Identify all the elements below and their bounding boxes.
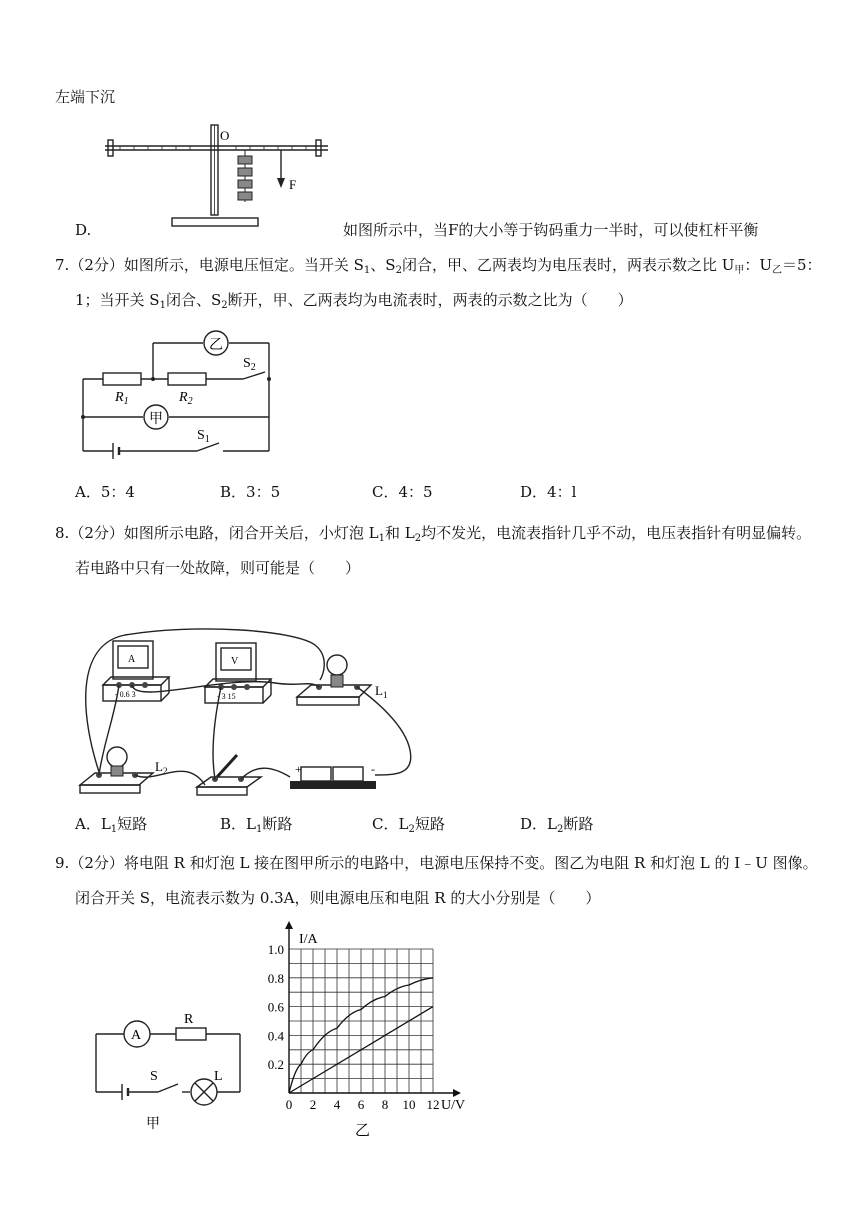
q9-circuit-figure: [90, 1010, 260, 1135]
q8-circuit-figure: [75, 625, 425, 800]
x-tick-label: 10: [402, 1097, 416, 1112]
circuit-caption: 甲: [146, 1117, 160, 1132]
ammeter-scale: - 0.6 3: [115, 690, 136, 699]
q8-option-b[interactable]: B．$L_1$断路: [220, 815, 293, 835]
q7-option-b[interactable]: B．3：5: [220, 483, 281, 501]
q8-stem-line1: 8.（2分）如图所示电路，闭合开关后，小灯泡 $L_1$和 $L_2$均不发光，电流表指针几乎不动，电压表指针有明显偏转。: [55, 524, 812, 544]
hanging-weights: [238, 150, 252, 202]
y-axis-arrow: [285, 921, 293, 929]
x-axis-arrow: [453, 1089, 461, 1097]
graph-caption: 乙: [355, 1123, 371, 1139]
q8-stem-line2: 若电路中只有一处故障，则可能是（ ）: [75, 559, 361, 577]
q8-option-c[interactable]: C．$L_2$短路: [372, 815, 445, 835]
q7-circuit-figure: [75, 325, 275, 465]
y-tick-label: 1.0: [267, 942, 284, 957]
q6-tail-text: 左端下沉: [55, 88, 116, 106]
lamp-label: L: [214, 1069, 223, 1084]
lamp-l1: [297, 655, 387, 705]
x-tick-label: 12: [426, 1097, 440, 1112]
q7-option-c[interactable]: C．4：5: [372, 483, 433, 501]
l2-label: $L_2$: [155, 759, 168, 776]
q7-stem-line1: 7.（2分）如图所示，电源电压恒定。当开关 $S_1$、$S_2$闭合，甲、乙两表均为电压表时，两表示数之比 $U_甲$：$U_乙=5$：: [55, 256, 822, 276]
resistor-label: R: [184, 1012, 194, 1027]
q8-option-a[interactable]: A．$L_1$短路: [75, 815, 148, 835]
voltmeter-scale: - 3 15: [217, 692, 236, 701]
r2-label: $R_2$: [179, 390, 193, 407]
x-tick-label: 6: [357, 1097, 365, 1112]
s1-label: $S_1$: [197, 428, 210, 445]
q7-option-a[interactable]: A．5：4: [75, 483, 135, 501]
meter-jia-label: 甲: [149, 412, 163, 427]
y-tick-label: 0.8: [267, 970, 284, 986]
q8-option-d[interactable]: D．$L_2$断路: [520, 815, 594, 835]
x-tick-label: 4: [333, 1097, 341, 1112]
y-axis-label: I/A: [299, 932, 318, 947]
x-axis-label: U/V: [441, 1098, 466, 1113]
q6-option-d-text: 如图所示中，当F的大小等于钩码重力一半时，可以使杠杆平衡: [343, 221, 759, 239]
voltmeter-label: V: [231, 656, 239, 667]
r1-label: $R_1$: [115, 390, 129, 407]
switch: [197, 755, 261, 795]
q6-option-d-letter: D.: [75, 221, 92, 239]
q7-stem-line2: 1；当开关 $S_1$闭合、$S_2$断开，甲、乙两表均为电流表时，两表的示数之比为（ ）: [75, 291, 633, 311]
y-tick-label: 0.2: [267, 1057, 284, 1073]
q7-option-d[interactable]: D．4：l: [520, 483, 577, 501]
q9-stem-line2: 闭合开关 S，电流表示数为 0.3A，则电源电压和电阻 R 的大小分别是（ ）: [75, 889, 601, 907]
x-tick-label: 0: [285, 1097, 293, 1112]
switch-label: S: [150, 1069, 158, 1084]
meter-yi-label: 乙: [209, 338, 223, 353]
battery-plus: +: [295, 762, 302, 776]
battery-minus: -: [371, 762, 375, 776]
battery: [290, 762, 376, 789]
ammeter-label: A: [128, 654, 136, 665]
voltmeter: [205, 643, 271, 703]
ammeter-label: A: [131, 1028, 142, 1043]
y-tick-label: 0.6: [267, 999, 284, 1015]
s2-label: $S_2$: [243, 356, 256, 373]
pivot-label: O: [220, 128, 230, 143]
iu-chart: [255, 925, 475, 1140]
lever-figure: [100, 120, 340, 230]
q9-stem-line1: 9.（2分）将电阻 R 和灯泡 L 接在图甲所示的电路中，电源电压保持不变。图乙为电阻 R 和灯泡 L 的 I﹣U 图像。: [55, 854, 818, 872]
x-tick-label: 2: [309, 1097, 317, 1112]
l1-label: $L_1$: [375, 683, 388, 700]
force-label: F: [289, 177, 297, 192]
x-tick-label: 8: [381, 1097, 389, 1112]
y-tick-label: 0.4: [267, 1028, 284, 1044]
